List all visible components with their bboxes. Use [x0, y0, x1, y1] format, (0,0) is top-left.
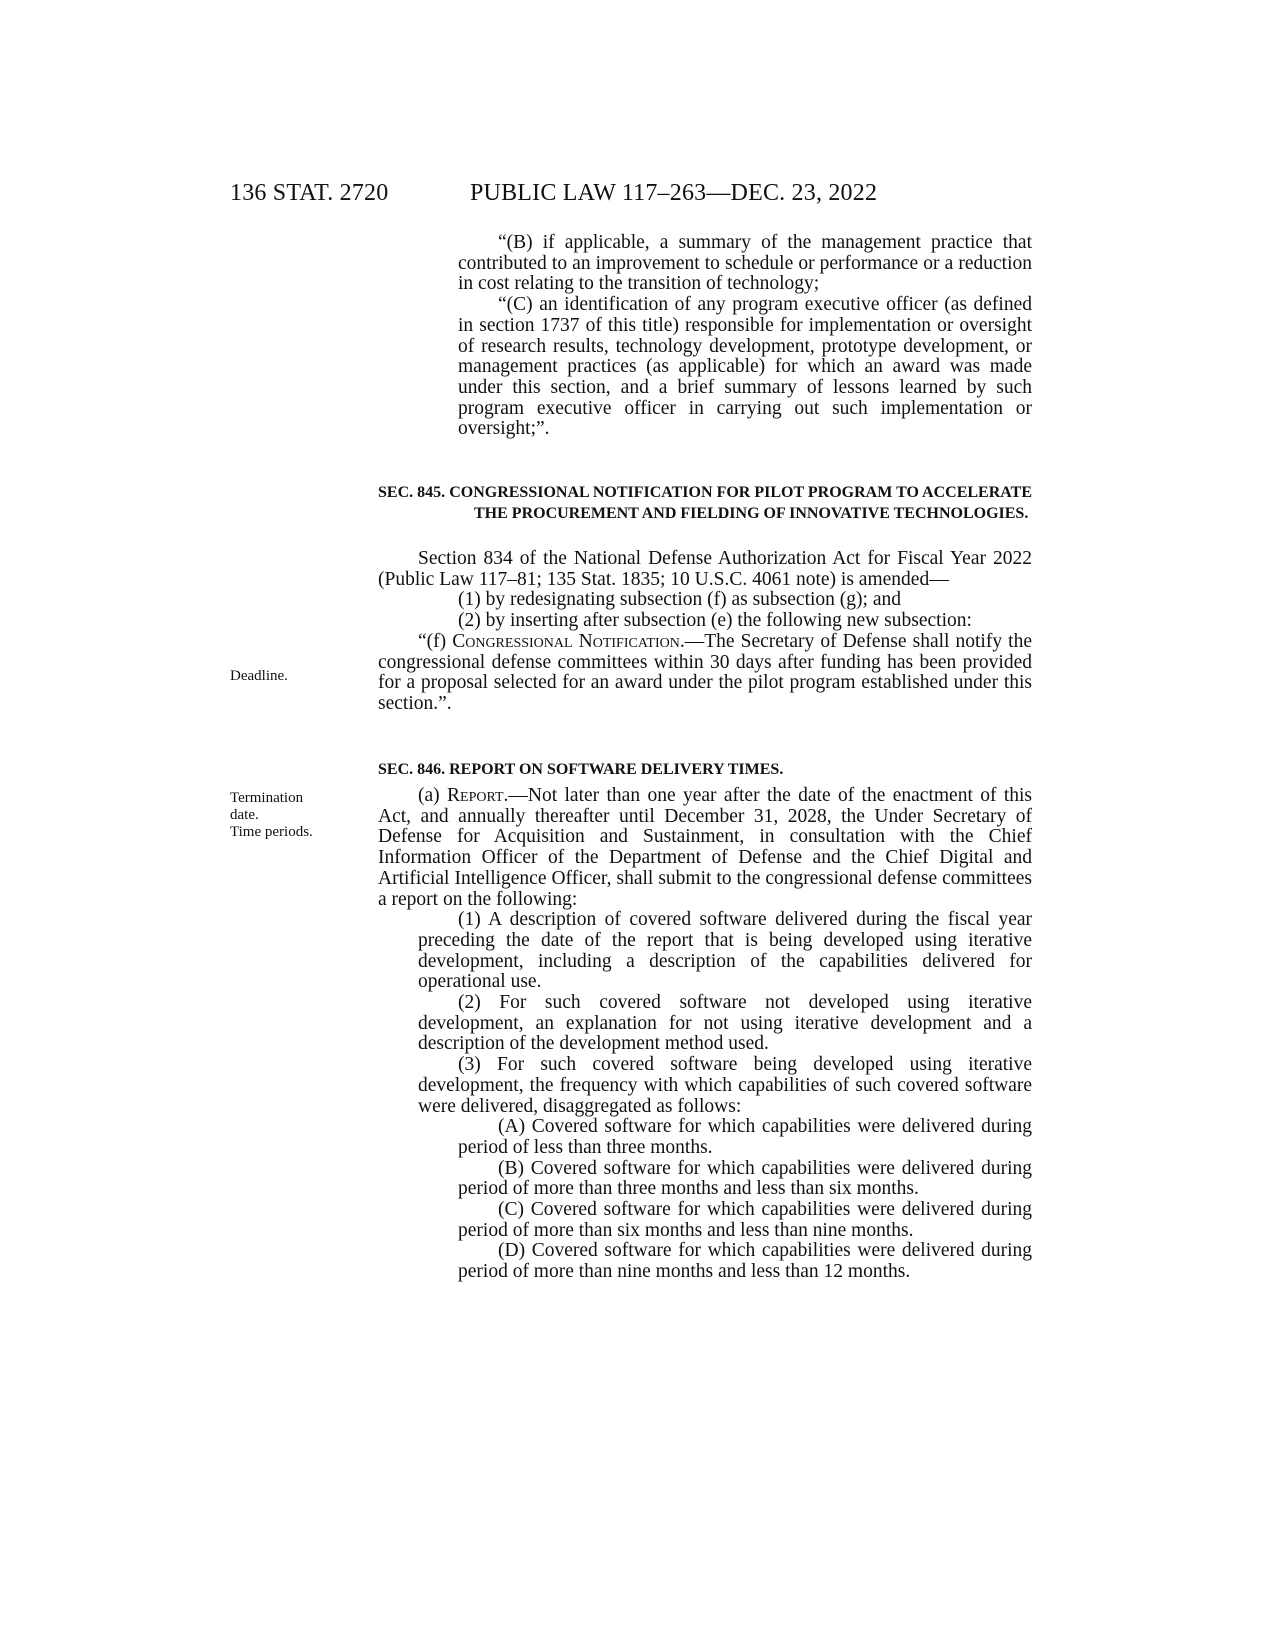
section-845-heading: SEC. 845. CONGRESSIONAL NOTIFICATION FOR PILOT PROGRAM TO ACCELERATE THE PROCUREMENT AND FIELDING OF INNOVATIVE TECHNOLOGIES.	[378, 484, 1032, 522]
page-stat-citation: 136 STAT. 2720	[230, 180, 389, 206]
subsection-caption: Congressional Notification	[452, 630, 680, 652]
margin-note-termination	[230, 790, 340, 841]
section-845-item-2: (2) by inserting after subsection (e) the following new subsection:	[458, 610, 972, 632]
subparagraph-b: (B) Covered software for which capabilities were delivered during period of more than three months and less than six months.	[458, 1157, 1032, 1200]
paragraph-list	[378, 910, 1032, 1117]
section-846-heading: SEC. 846. REPORT ON SOFTWARE DELIVERY TIMES.	[378, 761, 784, 778]
subsection-a-prefix: (a)	[418, 785, 448, 806]
paragraph-2: (2) For such covered software not developed using iterative development, an explanation for not using iterative development and a description of the development method used.	[418, 992, 1032, 1055]
margin-note-deadline: Deadline.	[230, 668, 288, 684]
subsection-body: .—The Secretary of Defense shall notify the congressional defense committees within 30 days after funding has been provided for a proposal selected for an award under the pilot program established under this section.”.	[378, 630, 1033, 714]
section-845-body	[378, 549, 1032, 715]
paragraph-3: (3) For such covered software being developed using iterative development, the frequency with which capabilities of such covered software were delivered, disaggregated as follows:	[418, 1054, 1032, 1117]
subparagraph-a: (A) Covered software for which capabilities were delivered during period of less than three months.	[458, 1116, 1032, 1158]
subsection-a-caption: Report	[447, 785, 504, 806]
running-header: PUBLIC LAW 117–263—DEC. 23, 2022	[470, 180, 878, 206]
subparagraph-d: (D) Covered software for which capabilities were delivered during period of more than nine months and less than 12 months.	[458, 1240, 1032, 1283]
section-845-item-1: (1) by redesignating subsection (f) as subsection (g); and	[458, 589, 901, 611]
subsection-a-body: .—Not later than one year after the date of the enactment of this Act, and annually thereafter until December 31, 2028, the Under Secretary of Defense for Acquisition and Sustainment, in consultation with the Chief Information Officer of the Department of Defense and the Chief Digital and Artificial Intelligence Officer, shall submit to the congressional defense committees a report on the following:	[378, 785, 1032, 910]
subparagraph-c: (C) Covered software for which capabilities were delivered during period of more than six months and less than nine months.	[458, 1199, 1032, 1241]
margin-note-line: Termination	[230, 790, 304, 806]
quote-prefix: “(f)	[418, 630, 453, 652]
paragraph-1: (1) A description of covered software delivered during the fiscal year preceding the date of the report that is being developed using iterative development, including a description of the capabilities delivered for operational use.	[418, 909, 1032, 993]
paragraph-b: “(B) if applicable, a summary of the management practice that contributed to an improvement to schedule or performance or a reduction in cost relating to the transition of technology;	[458, 232, 1032, 295]
continuation-block	[378, 233, 1032, 440]
margin-note-line: Time periods.	[230, 824, 313, 840]
margin-note-line: date.	[230, 807, 259, 823]
subsection-a	[378, 786, 1032, 910]
paragraph-c: “(C) an identification of any program executive officer (as defined in section 1737 of this title) responsible for implementation or oversight of research results, technology development, prototype development, or management practices (as applicable) for which an award was made under this section, and a brief summary of lessons learned by such program executive officer in carrying out such implementation or oversight;”.	[458, 294, 1032, 440]
section-846-body	[378, 786, 1032, 1283]
section-845-subsection-f	[378, 632, 1032, 715]
section-845-intro: Section 834 of the National Defense Authorization Act for Fiscal Year 2022 (Public Law 117–81; 135 Stat. 1835; 10 U.S.C. 4061 note) is amended—	[378, 548, 1032, 590]
subparagraph-list	[378, 1117, 1032, 1283]
